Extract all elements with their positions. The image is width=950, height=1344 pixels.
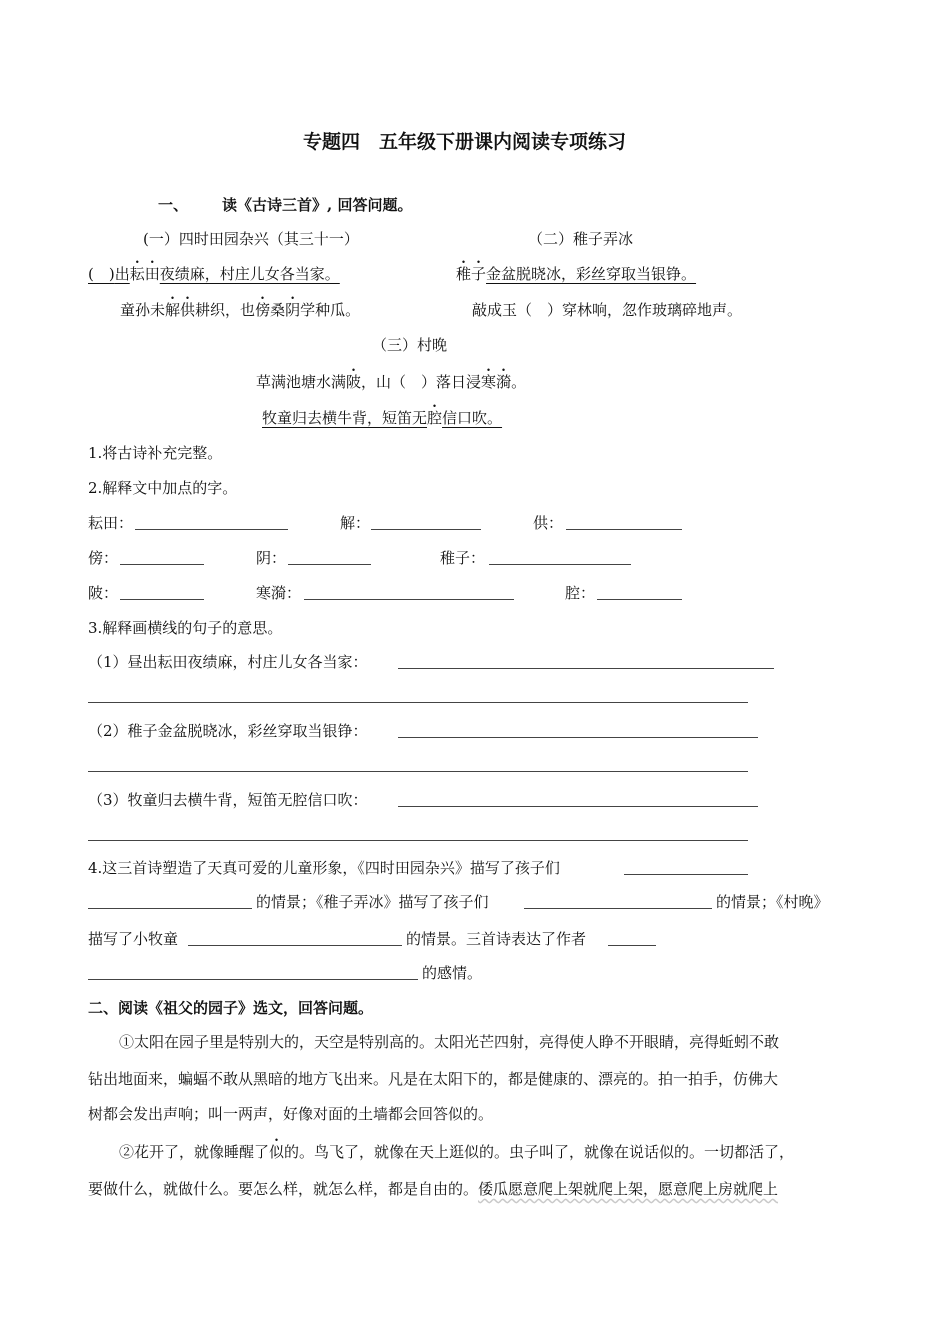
dotted-char: 漪 (496, 373, 512, 391)
dotted-char: 阴 (285, 301, 301, 319)
question-4-part1: 4.这三首诗塑造了天真可爱的儿童形象，《四时田园杂兴》描写了孩子们 (88, 859, 560, 877)
q2-label: 腔： (565, 584, 596, 602)
dotted-char: 供 (180, 301, 196, 319)
answer-line[interactable] (88, 771, 748, 772)
answer-line[interactable] (304, 599, 514, 600)
q2-label: 陂： (88, 584, 119, 602)
answer-line[interactable] (624, 874, 748, 875)
q2-label: 耘田： (88, 514, 134, 532)
dotted-char: 寒 (481, 373, 497, 391)
poem3-line1: 草满池塘水满陂，山（ ）落日浸寒漪。 (256, 373, 527, 391)
q2-label: 寒漪： (256, 584, 302, 602)
q3-item: （2）稚子金盆脱晓冰，彩丝穿取当银铮： (88, 722, 368, 740)
dotted-char: 陂 (346, 373, 362, 391)
q3-item: （1）昼出耘田夜绩麻，村庄儿女各当家： (88, 653, 368, 671)
answer-line[interactable] (288, 564, 371, 565)
q2-label: 傍： (88, 549, 119, 567)
dotted-char: 子 (471, 265, 487, 283)
answer-line[interactable] (597, 599, 682, 600)
answer-line[interactable] (398, 668, 774, 669)
section1-heading: 读《古诗三首》, 回答问题。 (222, 196, 413, 214)
q2-label: 解： (340, 514, 371, 532)
poem1-line2: 童孙未解供耕织，也傍桑阴学种瓜。 (120, 301, 361, 319)
dotted-char: 傍 (255, 301, 271, 319)
paragraph-line: ②花开了，就像睡醒了似的。鸟飞了，就像在天上逛似的。虫子叫了，就像在说话似的。一切都活了， (119, 1143, 795, 1161)
q2-label: 稚子： (440, 549, 486, 567)
dotted-char: 似 (269, 1143, 285, 1161)
answer-line[interactable] (608, 945, 656, 946)
question-4-part3: 的情景；《村晚》 (716, 893, 829, 911)
question-2: 2.解释文中加点的字。 (88, 479, 238, 497)
dotted-char: 田 (144, 265, 160, 283)
q2-label: 供： (533, 514, 564, 532)
question-4-part2: 的情景；《稚子弄冰》描写了孩子们 (256, 893, 489, 911)
answer-line[interactable] (188, 945, 402, 946)
paragraph-line: 要做什么，就做什么。要怎么样，就怎么样，都是自由的。倭瓜愿意爬上架就爬上架，愿意爬上房就爬上 (88, 1180, 779, 1198)
poem3-title: （三）村晚 (372, 336, 448, 354)
question-4-part4: 描写了小牧童 (88, 930, 179, 948)
answer-line[interactable] (371, 529, 481, 530)
poem2-title: （二）稚子弄冰 (528, 230, 634, 248)
paragraph-line: 钻出地面来，蝙蝠不敢从黑暗的地方飞出来。凡是在太阳下的，都是健康的、漂亮的。拍一拍手，仿佛大 (88, 1070, 779, 1088)
answer-line[interactable] (398, 737, 758, 738)
answer-line[interactable] (120, 599, 204, 600)
section1-number: 一、 (158, 196, 189, 214)
answer-line[interactable] (566, 529, 682, 530)
poem-blank[interactable]: ( ) (88, 265, 115, 283)
answer-line[interactable] (88, 908, 252, 909)
section2-heading: 二、阅读《祖父的园子》选文，回答问题。 (88, 999, 374, 1017)
answer-line[interactable] (489, 564, 631, 565)
answer-line[interactable] (88, 979, 418, 980)
answer-line[interactable] (398, 806, 758, 807)
answer-line[interactable] (88, 702, 748, 703)
answer-line[interactable] (524, 908, 712, 909)
poem1-line1: ( )出耘田夜绩麻，村庄儿女各当家。 (88, 265, 340, 283)
wavy-underlined-text: 倭瓜愿意爬上架就爬上架，愿意爬上房就爬上 (478, 1180, 779, 1198)
q2-label: 阴： (256, 549, 287, 567)
answer-line[interactable] (88, 840, 748, 841)
answer-line[interactable] (120, 564, 204, 565)
dotted-char: 稚 (456, 265, 472, 283)
poem3-line2: 牧童归去横牛背，短笛无腔信口吹。 (262, 409, 503, 427)
dotted-char: 腔 (427, 409, 443, 427)
answer-line[interactable] (135, 529, 288, 530)
dotted-char: 解 (165, 301, 181, 319)
page-title: 专题四 五年级下册课内阅读专项练习 (303, 131, 627, 153)
question-4-part5: 的情景。三首诗表达了作者 (406, 930, 587, 948)
poem2-line2: 敲成玉（ ）穿林响，忽作玻璃碎地声。 (472, 301, 743, 319)
paragraph-line: 树都会发出声响；叫一两声，好像对面的土墙都会回答似的。 (88, 1105, 494, 1123)
question-1: 1.将古诗补充完整。 (88, 444, 223, 462)
q3-item: （3）牧童归去横牛背，短笛无腔信口吹： (88, 791, 368, 809)
paragraph-line: ①太阳在园子里是特别大的，天空是特别高的。太阳光芒四射，亮得使人睁不开眼睛，亮得蚯蚓不敢 (119, 1033, 780, 1051)
question-3: 3.解释画横线的句子的意思。 (88, 619, 283, 637)
dotted-char: 耘 (129, 265, 145, 283)
poem1-title: (一）四时田园杂兴（其三十一） (143, 230, 359, 248)
poem2-line1: 稚子金盆脱晓冰，彩丝穿取当银铮。 (456, 265, 697, 283)
question-4-part6: 的感情。 (422, 964, 483, 982)
